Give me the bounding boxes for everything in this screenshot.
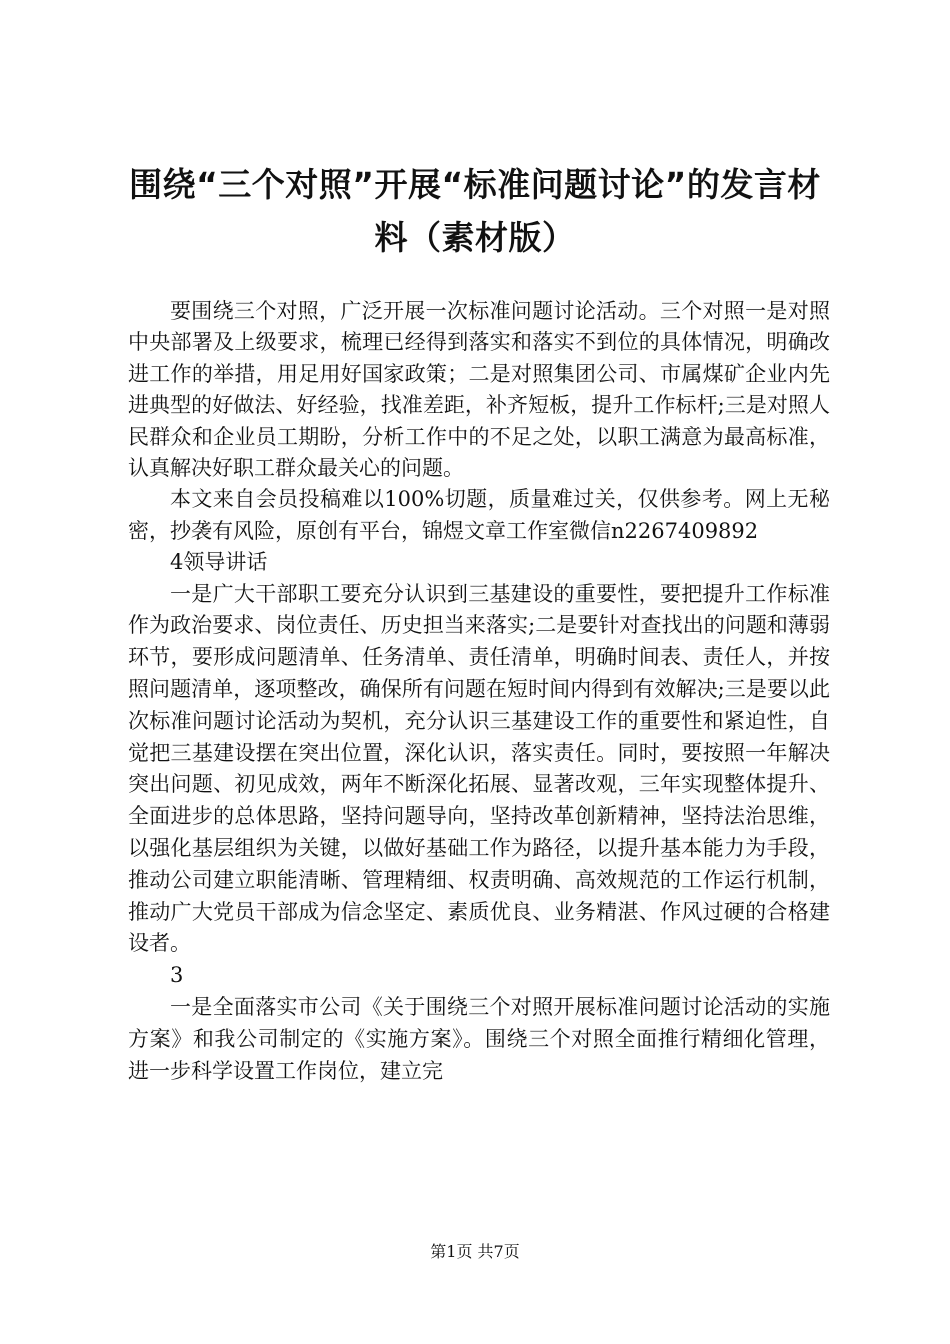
document-body bbox=[128, 296, 830, 1087]
paragraph-implementation: 一是全面落实市公司《关于围绕三个对照开展标准问题讨论活动的实施方案》和我公司制定的《实施方案》。围绕三个对照全面推行精细化管理，进一步科学设置工作岗位，建立完 bbox=[128, 995, 830, 1083]
section-heading-leader-speech: 4领导讲话 bbox=[170, 550, 268, 575]
document-title: 围绕“三个对照”开展“标准问题讨论”的发言材料（素材版） bbox=[129, 165, 821, 257]
page-footer: 第1页 共7页 bbox=[430, 1242, 520, 1261]
paragraph-source-note: 本文来自会员投稿难以100%切题，质量难过关，仅供参考。网上无秘密，抄袭有风险，原创有平台，锦煜文章工作室微信n2267409892 bbox=[128, 487, 830, 543]
paragraph-leader-speech: 一是广大干部职工要充分认识到三基建设的重要性，要把提升工作标准作为政治要求、岗位责任、历史担当来落实;二是要针对查找出的问题和薄弱环节，要形成问题清单、任务清单、责任清单，明确时间表、责任人，并按照问题清单，逐项整改，确保所有问题在短时间内得到有效解决;三是要以此次标准问题讨论活动为契机，充分认识三基建设工作的重要性和紧迫性，自觉把三基建设摆在突出位置，深化认识，落实责任。同时，要按照一年解决突出问题、初见成效，两年不断深化拓展、显著改观，三年实现整体提升、全面进步的总体思路，坚持问题导向，坚持改革创新精神，坚持法治思维，以强化基层组织为关键，以做好基础工作为路径，以提升基本能力为手段，推动公司建立职能清晰、管理精细、权责明确、高效规范的工作运行机制，推动广大党员干部成为信念坚定、素质优良、业务精湛、作风过硬的合格建设者。 bbox=[128, 581, 830, 956]
paragraph-three-comparisons: 要围绕三个对照，广泛开展一次标准问题讨论活动。三个对照一是对照中央部署及上级要求，梳理已经得到落实和落实不到位的具体情况，明确改进工作的举措，用足用好国家政策；二是对照集团公司、市属煤矿企业内先进典型的好做法、好经验，找准差距，补齐短板，提升工作标杆;三是对照人民群众和企业员工期盼，分析工作中的不足之处，以职工满意为最高标准，认真解决好职工群众最关心的问题。 bbox=[128, 299, 830, 481]
section-number: 3 bbox=[170, 963, 184, 988]
